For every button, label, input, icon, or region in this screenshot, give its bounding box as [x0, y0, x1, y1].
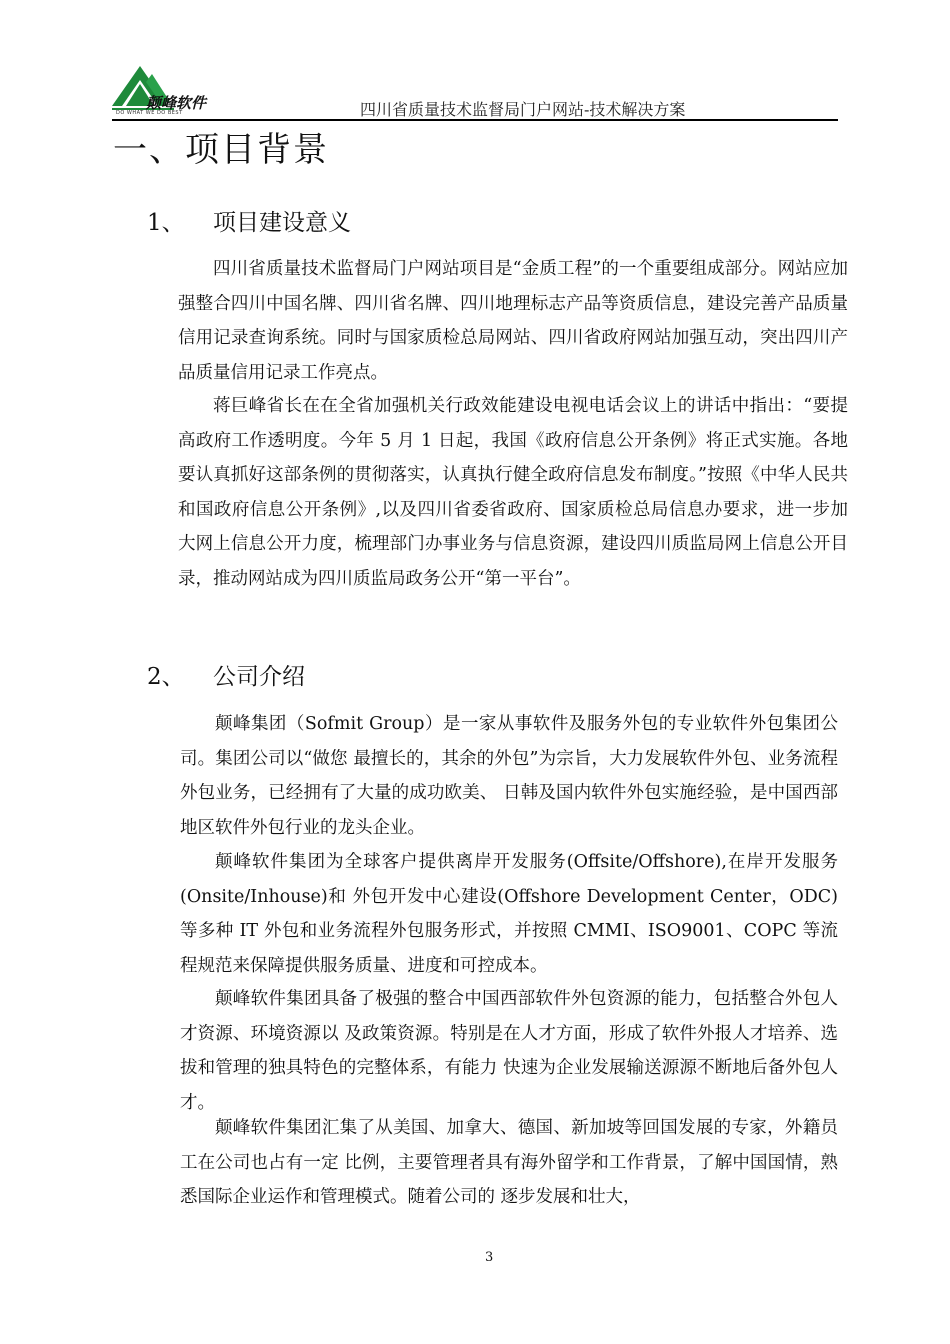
paragraph: 颠峰软件集团为全球客户提供离岸开发服务(Offsite/Offshore),在岸开发服务(Onsite/Inhouse)和 外包开发中心建设(Offshore Development Center，ODC)等多种 IT 外包和业务流程外包服务形式，并按照 CMMI、ISO9001、COPC 等流程规范来保障提供服务质量、进度和可控成本。: [180, 852, 838, 976]
page-number: 3: [485, 1250, 494, 1265]
company-logo: [112, 66, 242, 118]
logo-slogan: DO WHAT WE DO BEST: [116, 110, 183, 116]
logo-name: 颠峰软件: [146, 94, 207, 112]
section-number: 2、: [147, 664, 185, 690]
paragraph: 颠峰软件集团汇集了从美国、加拿大、德国、新加坡等回国发展的专家，外籍员工在公司也占有一定 比例，主要管理者具有海外留学和工作背景，了解中国国情，熟悉国际企业运作和管理模式。随着公司的 逐步发展和壮大，: [180, 1118, 838, 1207]
paragraph: 蒋巨峰省长在在全省加强机关行政效能建设电视电话会议上的讲话中指出：“要提高政府工作透明度。今年 5 月 1 日起，我国《政府信息公开条例》将正式实施。各地要认真抓好这部条例的贯彻落实，认真执行健全政府信息发布制度。”按照《中华人民共和国政府信息公开条例》,以及四川省委省政府、国家质检总局信息办要求，进一步加大网上信息公开力度，梳理部门办事业务与信息资源，建设四川质监局网上信息公开目录，推动网站成为四川质监局政务公开“第一平台”。: [178, 396, 848, 589]
paragraph: 颠峰集团（Sofmit Group）是一家从事软件及服务外包的专业软件外包集团公司。集团公司以“做您 最擅长的，其余的外包”为宗旨，大力发展软件外包、业务流程外包业务，已经拥有了大量的成功欧美、 日韩及国内软件外包实施经验，是中国西部地区软件外包行业的龙头企业。: [180, 714, 838, 838]
section-title: 公司介绍: [213, 664, 305, 690]
section-heading-1: [147, 204, 351, 237]
section-number: 1、: [147, 210, 185, 236]
paragraph: 四川省质量技术监督局门户网站项目是“金质工程”的一个重要组成部分。网站应加强整合四川中国名牌、四川省名牌、四川地理标志产品等资质信息，建设完善产品质量信用记录查询系统。同时与国家质检总局网站、四川省政府网站加强互动，突出四川产品质量信用记录工作亮点。: [178, 259, 848, 383]
header-rule: [112, 119, 838, 121]
header-title: 四川省质量技术监督局门户网站-技术解决方案: [360, 100, 686, 119]
paragraph: 颠峰软件集团具备了极强的整合中国西部软件外包资源的能力，包括整合外包人才资源、环境资源以 及政策资源。特别是在人才方面，形成了软件外报人才培养、选拔和管理的独具特色的完整体系，有能力 快速为企业发展输送源源不断地后备外包人才。: [180, 989, 838, 1113]
chapter-title: 一、项目背景: [113, 130, 329, 170]
section-heading-2: [147, 658, 305, 691]
section-title: 项目建设意义: [213, 210, 351, 236]
